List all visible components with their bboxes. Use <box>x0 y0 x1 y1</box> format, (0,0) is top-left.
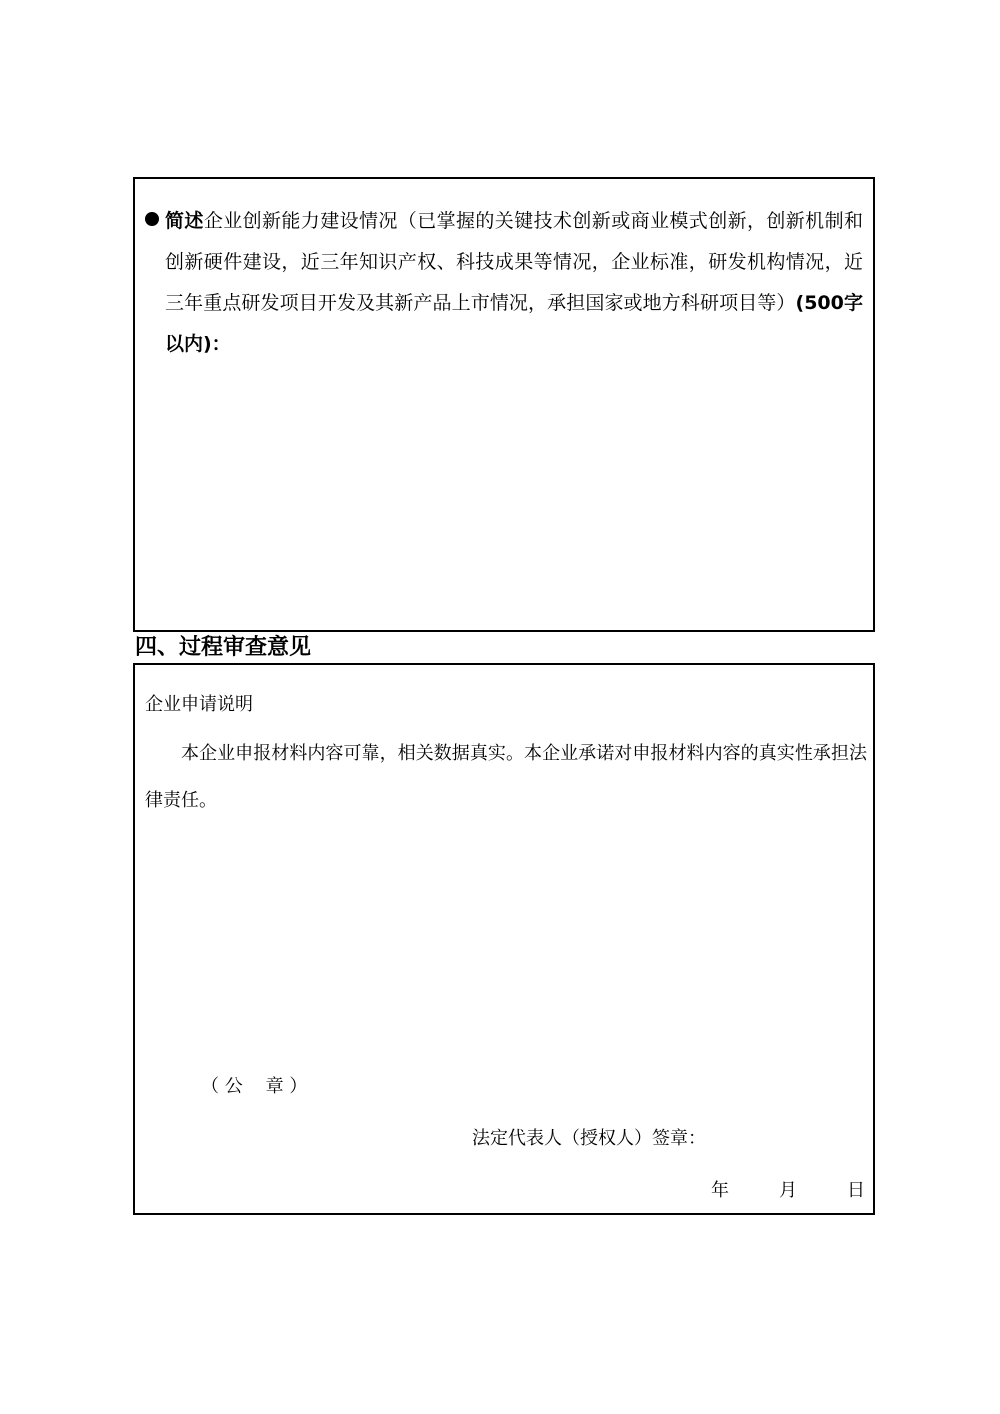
innovation-description <box>165 201 863 365</box>
bullet-icon <box>145 212 159 226</box>
signature-label: 法定代表人（授权人）签章： <box>472 1128 706 1149</box>
innovation-bold-lead: 简述 <box>165 210 204 232</box>
date-day: 日 <box>847 1180 865 1201</box>
commitment-statement: 本企业申报材料内容可靠，相关数据真实。本企业承诺对申报材料内容的真实性承担法律责任。 <box>145 743 867 811</box>
application-label: 企业申请说明 <box>145 694 253 715</box>
section-title: 四、过程审查意见 <box>135 635 312 660</box>
seal-label: （ 公 章 ） <box>201 1076 308 1097</box>
innovation-text: 企业创新能力建设情况（已掌握的关键技术创新或商业模式创新，创新机制和创新硬件建设，近三年知识产权、科技成果等情况，企业标准，研发机构情况，近三年重点研发项目开发及其新产品上市情况，承担国家或地方科研项目等） <box>165 210 863 314</box>
innovation-limit: (500字以内)： <box>165 292 863 355</box>
review-box <box>133 663 875 1215</box>
date-line <box>711 1177 865 1205</box>
innovation-box <box>133 177 875 632</box>
date-year: 年 <box>711 1180 729 1201</box>
date-month: 月 <box>779 1180 797 1201</box>
